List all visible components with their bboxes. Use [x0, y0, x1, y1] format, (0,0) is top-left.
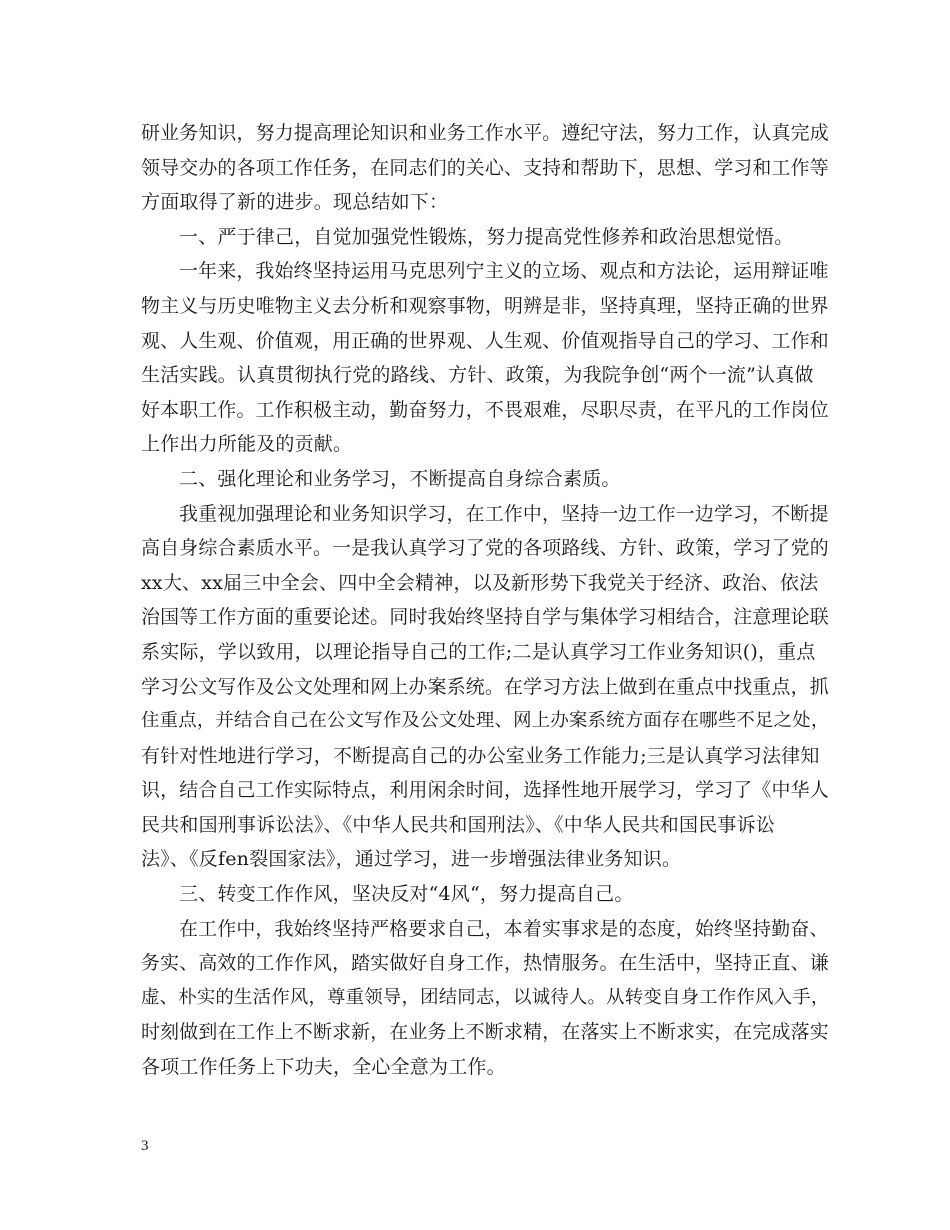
text-line: 一年来，我始终坚持运用马克思列宁主义的立场、观点和方法论，运用辩证唯	[179, 260, 829, 283]
text-line: 识，结合自己工作实际特点，利用闲余时间，选择性地开展学习，学习了《中华人	[141, 779, 829, 802]
text-line: 三、转变工作作风，坚决反对“4风“，努力提高自己。	[179, 883, 634, 906]
text-line: 好本职工作。工作积极主动，勤奋努力，不畏艰难，尽职尽责，在平凡的工作岗位	[141, 398, 829, 421]
text-line: xx大、xx届三中全会、四中全会精神，以及新形势下我党关于经济、政治、依法	[141, 571, 819, 594]
document-body	[141, 116, 829, 1085]
text-line: 二、强化理论和业务学习，不断提高自身综合素质。	[179, 467, 621, 490]
text-line: 观、人生观、价值观，用正确的世界观、人生观、价值观指导自己的学习、工作和	[141, 329, 829, 352]
text-line: 虚、朴实的生活作风，尊重领导，团结同志，以诚待人。从转变自身工作作风入手，	[141, 986, 830, 1008]
text-line: 住重点，并结合自己在公文写作及公文处理、网上办案系统方面存在哪些不足之处，	[141, 710, 830, 732]
text-line: 法》、《反fen裂国家法》，通过学习，进一步增强法律业务知识。	[141, 848, 682, 871]
text-line: 研业务知识，努力提高理论知识和业务工作水平。遵纪守法，努力工作，认真完成	[141, 122, 829, 144]
text-line: 系实际，学以致用，以理论指导自己的工作;二是认真学习工作业务知识()，重点	[141, 640, 816, 663]
text-line: 生活实践。认真贯彻执行党的路线、方针、政策，为我院争创“两个一流”认真做	[141, 364, 814, 387]
text-line: 务实、高效的工作作风，踏实做好自身工作，热情服务。在生活中，坚持正直、谦	[141, 952, 829, 975]
text-line: 一、严于律己，自觉加强党性锻炼，努力提高党性修养和政治思想觉悟。	[179, 225, 794, 248]
text-line: 在工作中，我始终坚持严格要求自己，本着实事求是的态度，始终坚持勤奋、	[179, 917, 829, 940]
text-line: 高自身综合素质水平。一是我认真学习了党的各项路线、方针、政策，学习了党的	[141, 537, 829, 560]
page-number: 3	[141, 1138, 149, 1154]
text-line: 学习公文写作及公文处理和网上办案系统。在学习方法上做到在重点中找重点，抓	[141, 675, 829, 698]
text-line: 民共和国刑事诉讼法》、《中华人民共和国刑法》、《中华人民共和国民事诉讼	[141, 813, 776, 836]
text-line: 方面取得了新的进步。现总结如下：	[141, 191, 449, 214]
text-line: 物主义与历史唯物主义去分析和观察事物，明辨是非，坚持真理，坚持正确的世界	[141, 294, 829, 317]
text-line: 各项工作任务上下功夫，全心全意为工作。	[141, 1056, 506, 1079]
text-line: 时刻做到在工作上不断求新，在业务上不断求精，在落实上不断求实，在完成落实	[141, 1021, 829, 1044]
text-line: 我重视加强理论和业务知识学习，在工作中，坚持一边工作一边学习，不断提	[179, 502, 829, 525]
text-line: 有针对性地进行学习，不断提高自己的办公室业务工作能力;三是认真学习法律知	[141, 744, 820, 767]
text-line: 治国等工作方面的重要论述。同时我始终坚持自学与集体学习相结合，注意理论联	[141, 606, 829, 629]
text-line: 上作出力所能及的贡献。	[141, 433, 353, 456]
text-line: 领导交办的各项工作任务，在同志们的关心、支持和帮助下，思想、学习和工作等	[141, 156, 829, 179]
